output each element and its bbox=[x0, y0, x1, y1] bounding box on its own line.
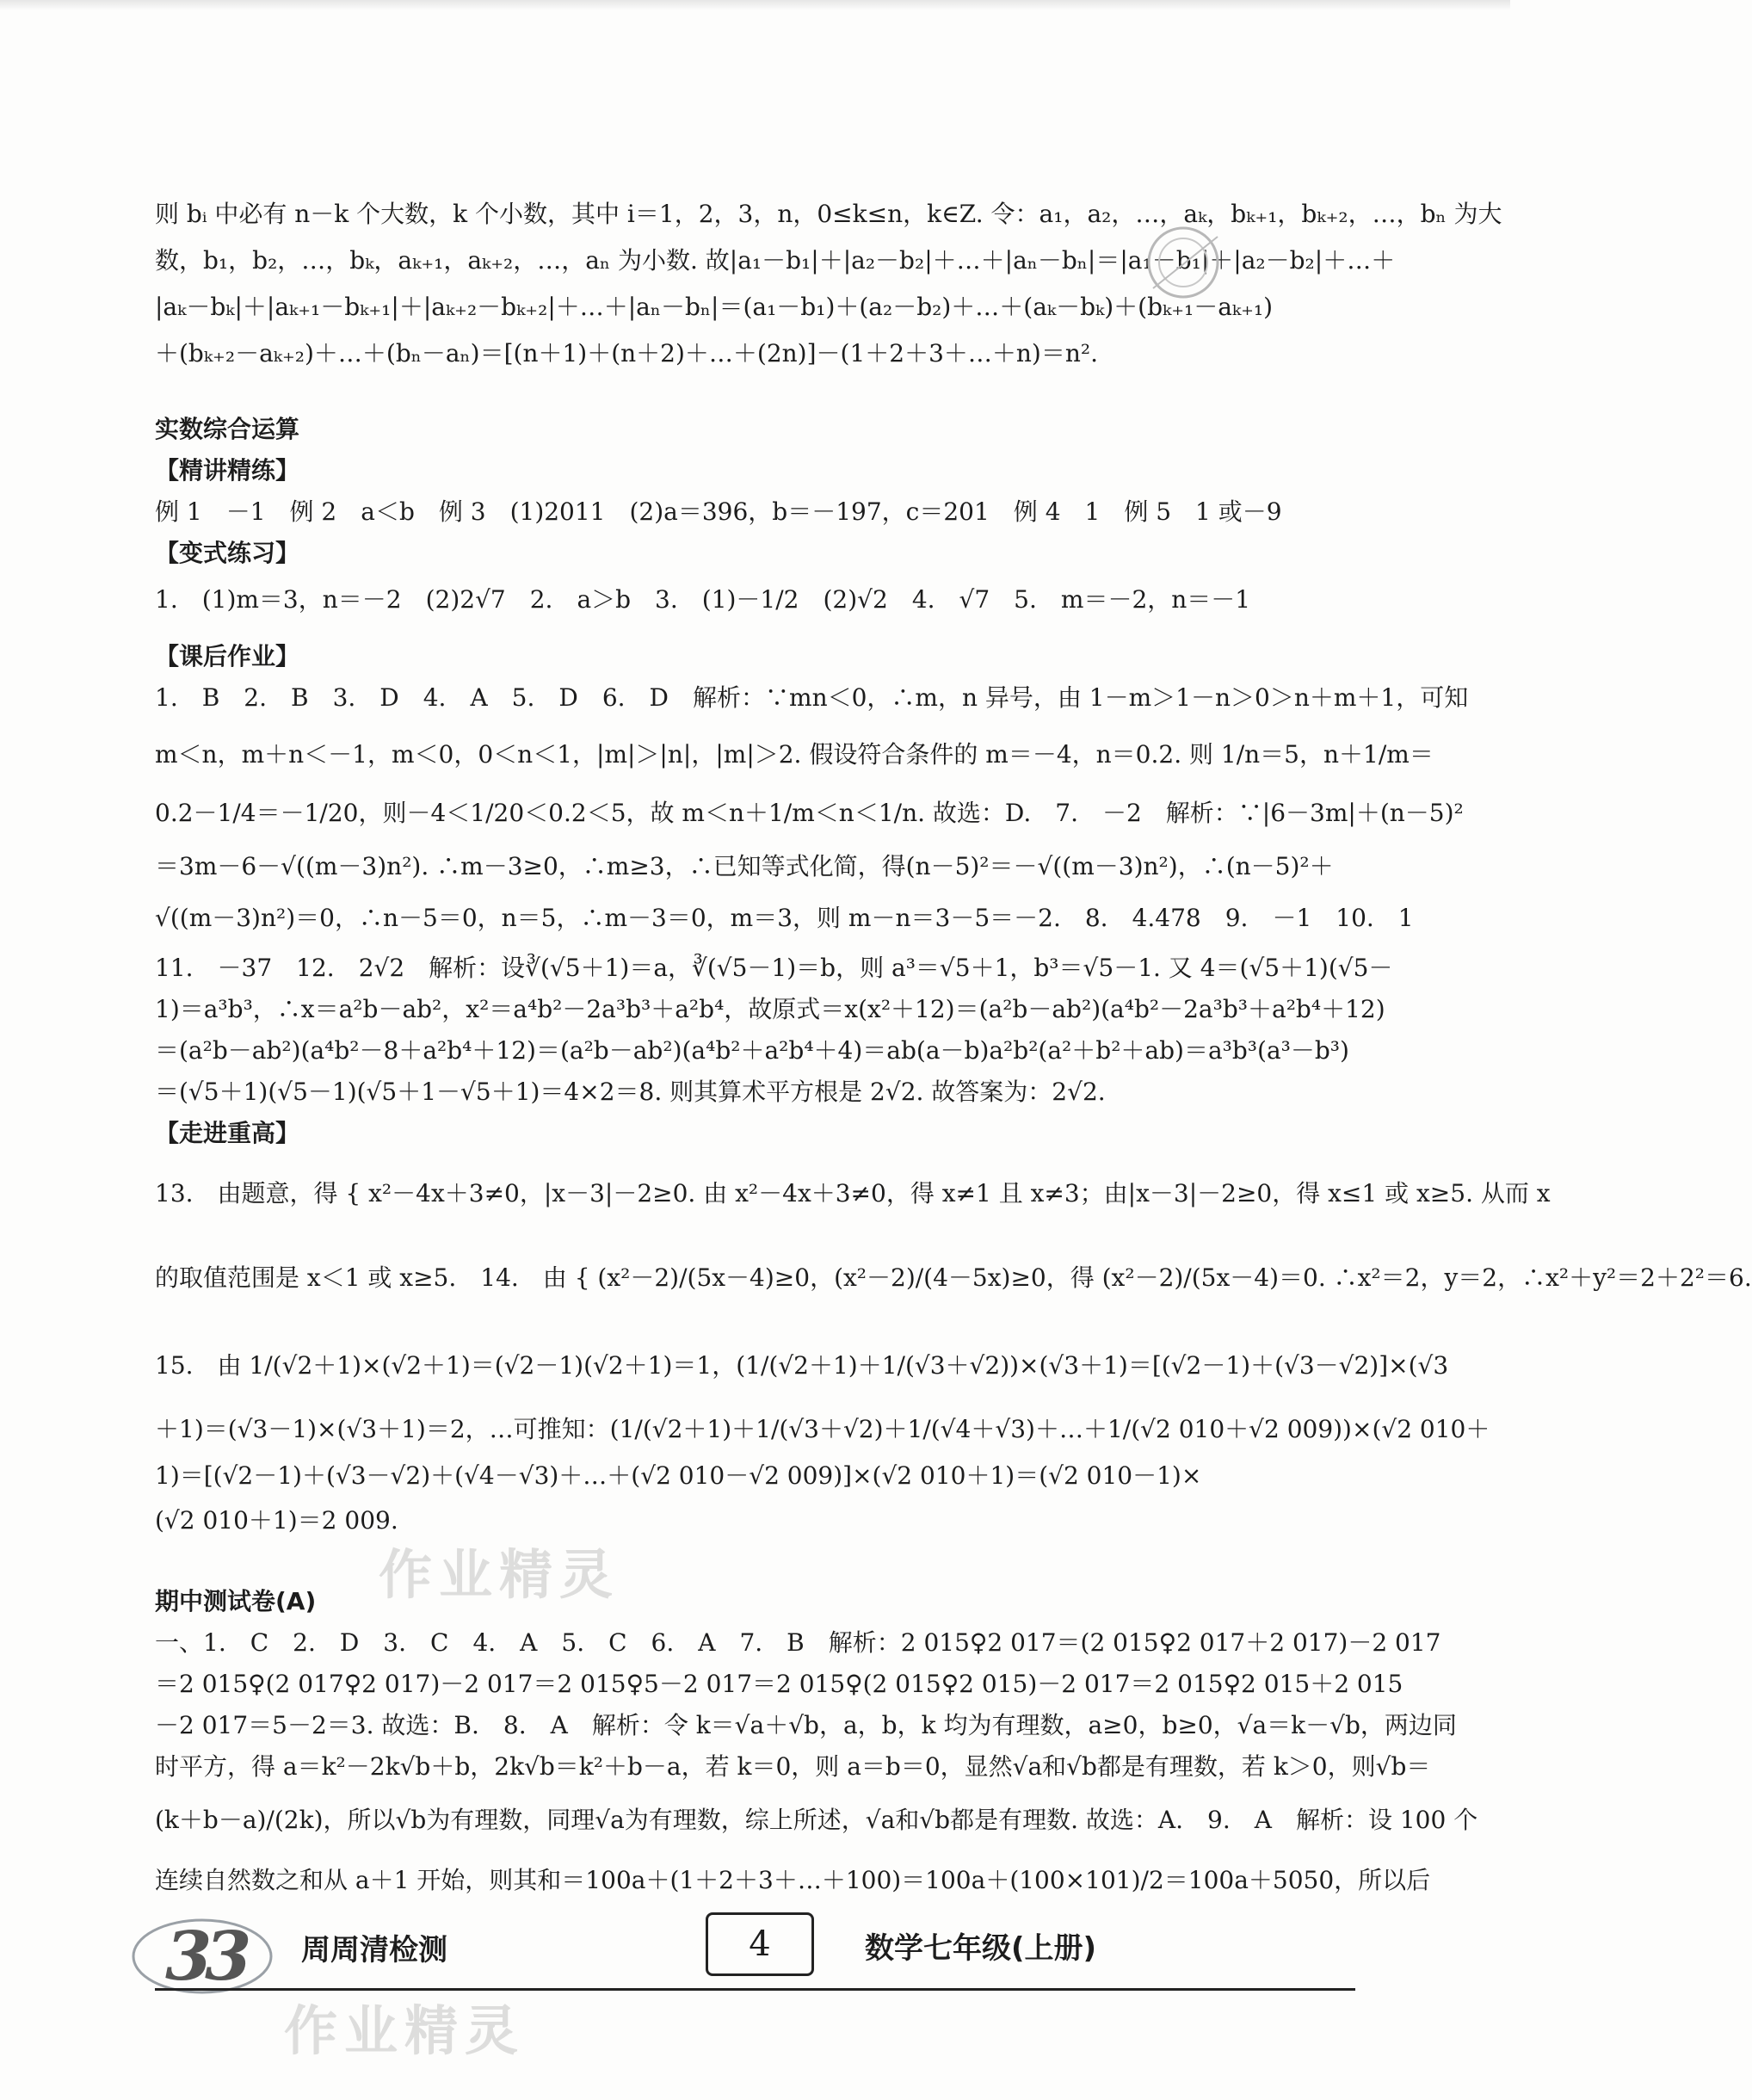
text-line: 时平方，得 a＝k²－2k√b＋b，2k√b＝k²＋b－a，若 k＝0，则 a＝b＝0，显然√a和√b都是有理数，若 k＞0，则√b＝ bbox=[155, 1752, 1431, 1781]
text-line: 的取值范围是 x＜1 或 x≥5. 14. 由 { (x²－2)/(5x－4)≥0，(x²－2)/(4－5x)≥0，得 (x²－2)/(5x－4)＝0. ∴x²＝2，y＝2，∴x²＋y²＝2＋2²＝6. bbox=[155, 1263, 1752, 1292]
text-line: 13. 由题意，得 { x²－4x＋3≠0，|x－3|－2≥0. 由 x²－4x＋3≠0，得 x≠1 且 x≠3；由|x－3|－2≥0，得 x≤1 或 x≥5. 从而 x bbox=[155, 1179, 1551, 1208]
text-line: √((m－3)n²)＝0，∴n－5＝0，n＝5，∴m－3＝0，m＝3，则 m－n＝3－5＝－2. 8. 4.478 9. －1 10. 1 bbox=[155, 904, 1414, 932]
text-line: ＝2 015♀(2 017♀2 017)－2 017＝2 015♀5－2 017＝2 015♀(2 015♀2 015)－2 017＝2 015♀2 015＋2 015 bbox=[155, 1670, 1403, 1698]
text-line: ＝(a²b－ab²)(a⁴b²－8＋a²b⁴＋12)＝(a²b－ab²)(a⁴b²＋a²b⁴＋4)＝ab(a－b)a²b²(a²＋b²＋ab)＝a³b³(a³－b³) bbox=[155, 1036, 1349, 1065]
subsection-heading: 【课后作业】 bbox=[155, 642, 300, 670]
footer-series-title: 周周清检测 bbox=[301, 1933, 447, 1967]
text-line: ＝(√5＋1)(√5－1)(√5＋1－√5＋1)＝4×2＝8. 则其算术平方根是 2√2. 故答案为：2√2. bbox=[155, 1078, 1106, 1106]
text-line: 数，b₁，b₂，…，bₖ，aₖ₊₁，aₖ₊₂，…，aₙ 为小数. 故|a₁－b₁|＋|a₂－b₂|＋…＋|aₙ－bₙ|＝|a₁－b₁|＋|a₂－b₂|＋…＋ bbox=[155, 246, 1396, 275]
text-line: (√2 010＋1)＝2 009. bbox=[155, 1506, 398, 1535]
kehou-block bbox=[155, 677, 1469, 1113]
svg-text:3: 3 bbox=[205, 1918, 252, 1996]
text-line: 1)＝[(√2－1)＋(√3－√2)＋(√4－√3)＋…＋(√2 010－√2 009)]×(√2 010＋1)＝(√2 010－1)× bbox=[155, 1461, 1202, 1490]
text-line: ＋(bₖ₊₂－aₖ₊₂)＋…＋(bₙ－aₙ)＝[(n＋1)＋(n＋2)＋…＋(2n)]－(1＋2＋3＋…＋n)＝n². bbox=[155, 339, 1099, 368]
svg-text:3: 3 bbox=[165, 1918, 213, 1996]
zoujin-block bbox=[155, 1173, 1752, 1541]
qizhong-block bbox=[155, 1622, 1478, 1901]
text-line: m＜n，m＋n＜－1，m＜0，0＜n＜1，|m|＞|n|，|m|＞2. 假设符合条件的 m＝－4，n＝0.2. 则 1/n＝5，n＋1/m＝ bbox=[155, 740, 1434, 769]
text-line: |aₖ－bₖ|＋|aₖ₊₁－bₖ₊₁|＋|aₖ₊₂－bₖ₊₂|＋…＋|aₙ－bₙ|＝(a₁－b₁)＋(a₂－b₂)＋…＋(aₖ－bₖ)＋(bₖ₊₁－aₖ₊₁) bbox=[155, 293, 1274, 321]
scan-edge bbox=[0, 0, 1510, 10]
section-title: 实数综合运算 bbox=[155, 415, 300, 443]
section-title: 期中测试卷(A) bbox=[155, 1587, 317, 1615]
text-line: ＝3m－6－√((m－3)n²). ∴m－3≥0，∴m≥3，∴已知等式化简，得(n－5)²＝－√((m－3)n²)，∴(n－5)²＋ bbox=[155, 852, 1334, 880]
text-line: －2 017＝5－2＝3. 故选：B. 8. A 解析：令 k＝√a＋√b，a，b，k 均为有理数，a≥0，b≥0，√a＝k－√b，两边同 bbox=[155, 1711, 1457, 1739]
subsection-heading: 【精讲精练】 bbox=[155, 456, 300, 485]
footer-book-title: 数学七年级(上册) bbox=[865, 1931, 1097, 1966]
text-line: 1. (1)m＝3，n＝－2 (2)2√7 2. a＞b 3. (1)－1/2 (2)√2 4. √7 5. m＝－2，n＝－1 bbox=[155, 585, 1251, 614]
text-line: 1)＝a³b³，∴x＝a²b－ab²，x²＝a⁴b²－2a³b³＋a²b⁴，故原式＝x(x²＋12)＝(a²b－ab²)(a⁴b²－2a³b³＋a²b⁴＋12) bbox=[155, 995, 1385, 1023]
text-line: 1. B 2. B 3. D 4. A 5. D 6. D 解析：∵mn＜0，∴m，n 异号，由 1－m＞1－n＞0＞n＋m＋1，可知 bbox=[155, 683, 1469, 712]
text-line: 例 1 －1 例 2 a＜b 例 3 (1)2011 (2)a＝396，b＝－197，c＝201 例 4 1 例 5 1 或－9 bbox=[155, 497, 1282, 526]
text-line: 则 bᵢ 中必有 n－k 个大数，k 个小数，其中 i＝1，2，3，n，0≤k≤n，k∈Z. 令：a₁，a₂，…，aₖ，bₖ₊₁，bₖ₊₂，…，bₙ 为大 bbox=[155, 200, 1502, 228]
text-line: 一、1. C 2. D 3. C 4. A 5. C 6. A 7. B 解析：2 015♀2 017＝(2 015♀2 017＋2 017)－2 017 bbox=[155, 1628, 1441, 1657]
text-line: 11. －37 12. 2√2 解析：设∛(√5＋1)＝a，∛(√5－1)＝b，则 a³＝√5＋1，b³＝√5－1. 又 4＝(√5＋1)(√5－ bbox=[155, 954, 1393, 982]
stamp-icon bbox=[1136, 219, 1231, 306]
answer-content bbox=[155, 194, 1752, 1901]
watermark: 作业精灵 bbox=[379, 1543, 620, 1606]
text-line: 15. 由 1/(√2＋1)×(√2＋1)＝(√2－1)(√2＋1)＝1，(1/(√2＋1)＋1/(√3＋√2))×(√3＋1)＝[(√2－1)＋(√3－√2)]×(√3 bbox=[155, 1351, 1449, 1380]
page-number: 4 bbox=[706, 1912, 814, 1976]
text-line: 0.2－1/4＝－1/20，则－4＜1/20＜0.2＜5，故 m＜n＋1/m＜n＜1/n. 故选：D. 7. －2 解析：∵|6－3m|＋(n－5)² bbox=[155, 799, 1464, 827]
text-line: (k＋b－a)/(2k)，所以√b为有理数，同理√a为有理数，综上所述，√a和√b都是有理数. 故选：A. 9. A 解析：设 100 个 bbox=[155, 1806, 1478, 1834]
footer-rule bbox=[155, 1988, 1355, 1991]
text-line: ＋1)＝(√3－1)×(√3＋1)＝2，…可推知：(1/(√2＋1)＋1/(√3＋√2)＋1/(√4＋√3)＋…＋1/(√2 010＋√2 009))×(√2 010＋ bbox=[155, 1415, 1490, 1443]
text-line: 连续自然数之和从 a＋1 开始，则其和＝100a＋(1＋2＋3＋…＋100)＝100a＋(100×101)/2＝100a＋5050，所以后 bbox=[155, 1866, 1431, 1894]
subsection-heading: 【变式练习】 bbox=[155, 539, 300, 567]
watermark: 作业精灵 bbox=[284, 1999, 526, 2062]
subsection-heading: 【走进重高】 bbox=[155, 1119, 300, 1147]
